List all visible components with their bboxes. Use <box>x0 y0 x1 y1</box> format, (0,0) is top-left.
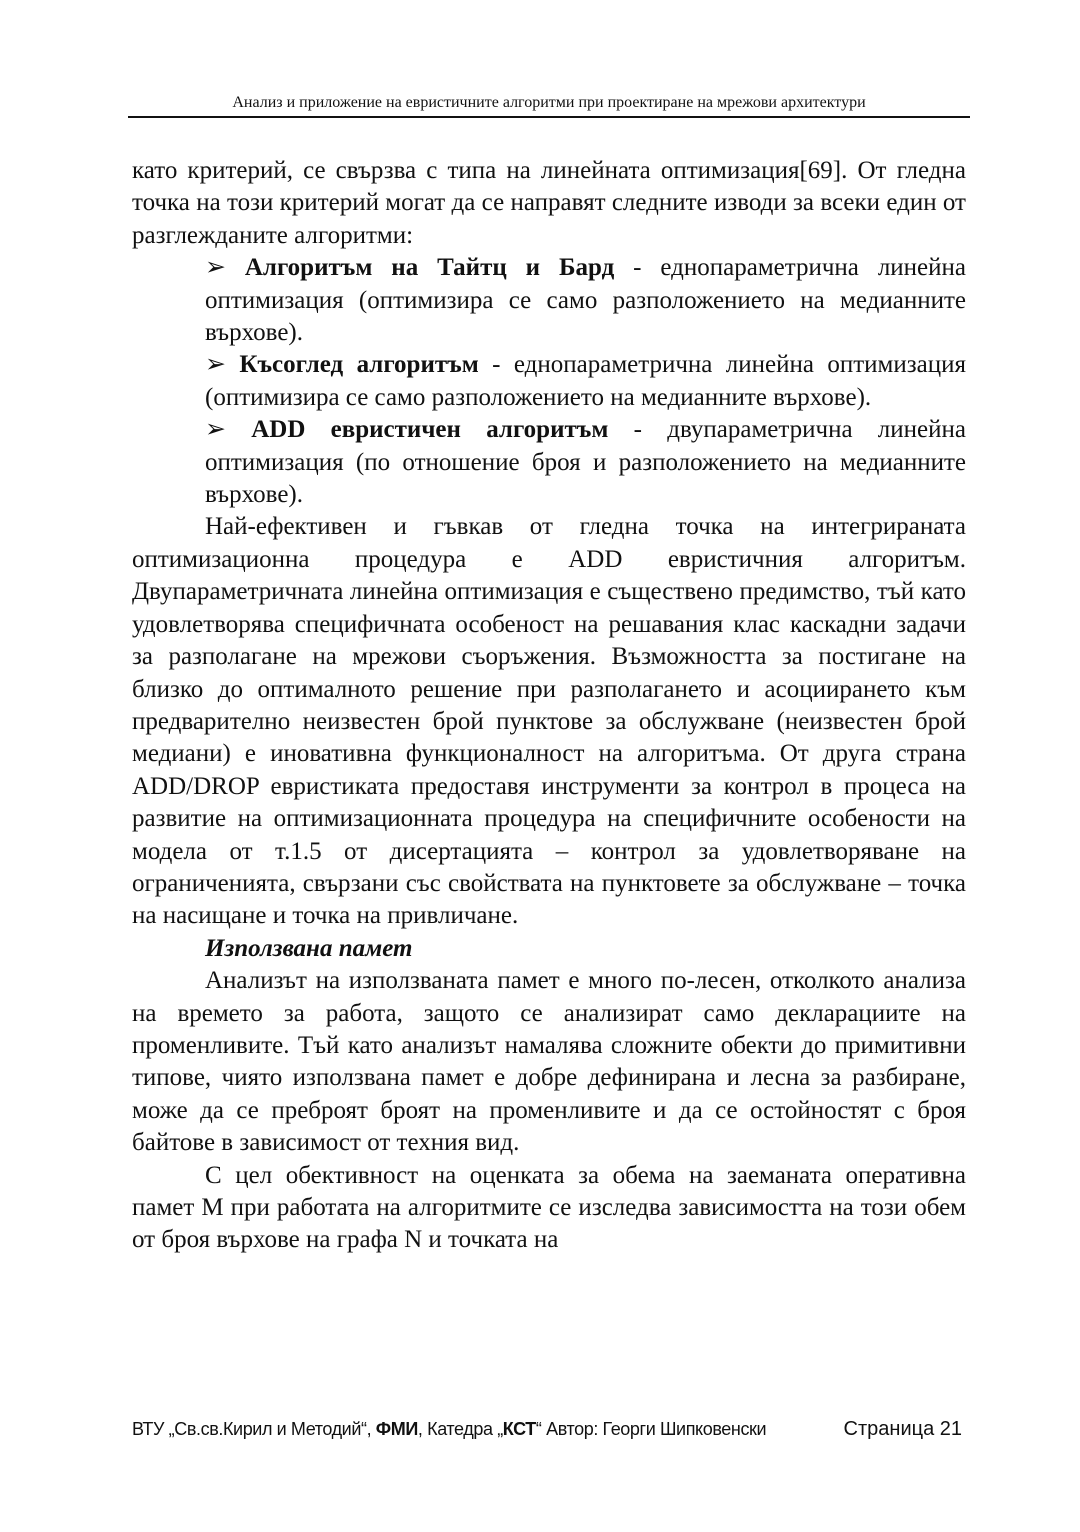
footer-author: Автор: Георги Шипковенски <box>546 1419 767 1439</box>
page-footer <box>132 1418 966 1440</box>
intro-paragraph: като критерий, се свързва с типа на линейната оптимизация[69]. От гледна точка на този критерий могат да се направят следните изводи за всеки един от разглежданите алгоритми: <box>132 157 966 249</box>
footer-dept-suffix: “ <box>535 1419 547 1439</box>
page-number: Страница 21 <box>843 1418 962 1440</box>
bullet-title: Алгоритъм на Тайтц и Бард <box>244 254 615 282</box>
paragraph-memory-analysis: Анализът на използваната памет е много по-лесен, отколкото анализа на времето за работа, защото се анализират само декларациите на променливите. Тъй като анализът намалява сложните обекти до примитивни типове, чиято използвана памет е добре дефинирана и лесна за разбиране, може да се преброят броят на променливите и да се остойностят с броя байтове в зависимост от техния вид. <box>132 967 966 1157</box>
bullet-text: - еднопараметрична линейна оптимизация (оптимизира се само разположението на медианните върхове). <box>205 351 966 411</box>
paragraph-add-algorithm: Най-ефективен и гъвкав от гледна точка на интегрираната оптимизационна процедура е ADD евристичния алгоритъм. Двупараметричната линейна оптимизация е съществено предимство, тъй като удовлетворява специфичната особеност на решавания клас каскадни задачи за разполагане на мрежови съоръжения. Възможността за постигане на близко до оптималното решение при разполагането и асоциирането към предварително неизвестен брой пунктове за обслужване (неизвестен брой медиани) е иновативна функционалност на алгоритъма. От друга страна ADD/DROP евристиката предоставя инструменти за контрол в процеса на развитие на оптимизационната процедура на специфичните особености на модела от т.1.5 от дисертацията – контрол за удовлетворяване на ограниченията, свързани със свойствата на пунктовете за обслужване – точка на насищане и точка на привличане. <box>132 513 966 930</box>
header-divider <box>128 116 970 118</box>
document-body <box>132 155 966 1257</box>
footer-faculty: ФМИ <box>375 1419 418 1439</box>
bullet-text: - еднопараметрична линейна оптимизация (оптимизира се само разположението на медианните върхове). <box>205 254 966 347</box>
bullet-item-3 <box>132 414 966 511</box>
footer-department: КСТ <box>502 1419 536 1439</box>
bullet-item-1 <box>132 252 966 349</box>
bullet-text: - двупараметрична линейна оптимизация (по отношение броя и разположението на медианните върхове). <box>205 416 966 509</box>
bullet-title: ADD евристичен алгоритъм <box>251 416 609 444</box>
bullet-title: Късоглед алгоритъм <box>239 351 479 379</box>
bullet-item-2 <box>132 349 966 414</box>
paragraph-memory-volume: С цел обективност на оценката за обема на заеманата оперативна памет М при работата на алгоритмите се изследва зависимостта на този обем от броя върхове на графа N и точката на <box>132 1161 966 1254</box>
bullet-arrow-icon: ➢ <box>205 416 226 444</box>
footer-dept-prefix: , Катедра „ <box>417 1419 503 1439</box>
running-header: Анализ и приложение на евристичните алгоритми при проектиране на мрежови архитектури <box>232 94 866 111</box>
bullet-arrow-icon: ➢ <box>205 254 226 282</box>
bullet-arrow-icon: ➢ <box>205 351 226 379</box>
footer-university: ВТУ „Св.св.Кирил и Методий“, <box>132 1419 376 1439</box>
section-heading: Използвана памет <box>205 934 413 962</box>
